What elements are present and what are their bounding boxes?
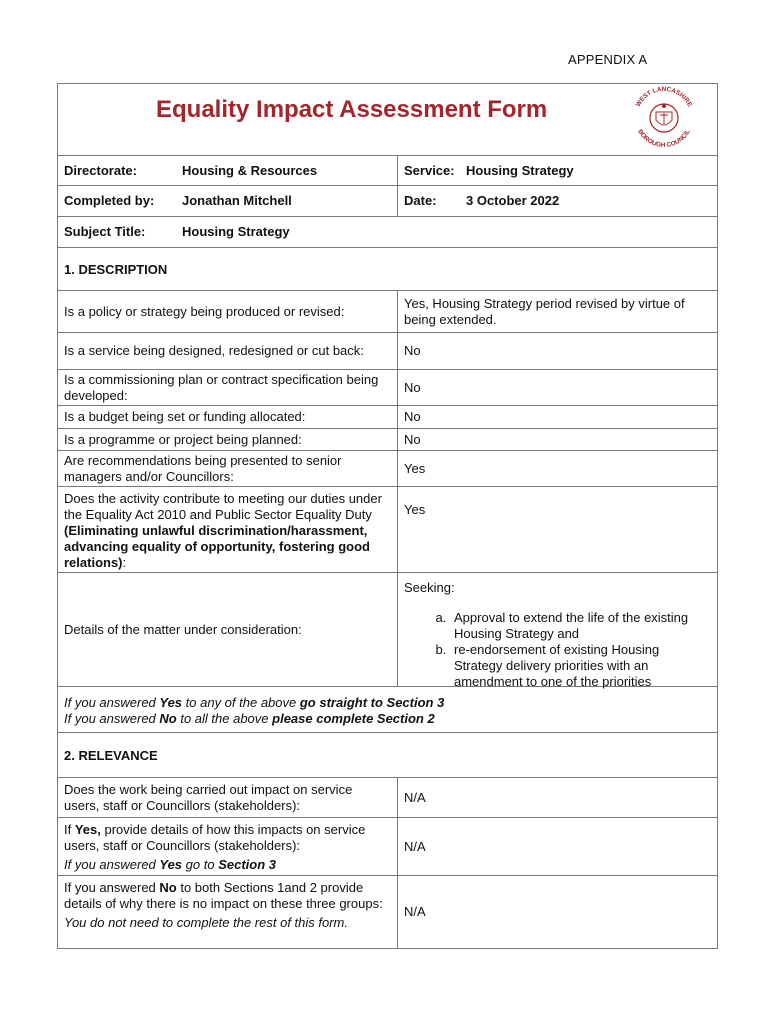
- subject-cell: [58, 217, 296, 247]
- question-cell: Is a service being designed, redesigned or cut back:: [58, 333, 398, 369]
- appendix-label: APPENDIX A: [568, 52, 648, 67]
- form-title-row: [58, 84, 717, 156]
- question-cell: Is a commissioning plan or contract specification being developed:: [58, 370, 398, 405]
- description-row: [58, 406, 717, 429]
- date-value: 3 October 2022: [466, 193, 560, 208]
- section-1-instructions: [58, 687, 717, 733]
- equality-duty-colon: :: [122, 555, 127, 570]
- completed-by-row: [58, 186, 717, 217]
- question-cell: Is a policy or strategy being produced or revised:: [58, 291, 398, 332]
- relevance-row: [58, 876, 717, 948]
- details-list: [404, 610, 711, 690]
- list-item: a. Approval to extend the life of the existing Housing Strategy and: [450, 610, 711, 642]
- form-title: Equality Impact Assessment Form: [156, 96, 548, 123]
- details-answer: [398, 573, 717, 689]
- equality-duty-bold-text: (Eliminating unlawful discrimination/harassment, advancing equality of opportunity, fostering good relations): [64, 523, 370, 570]
- date-cell: [398, 186, 717, 216]
- completed-by-label: Completed by:: [64, 193, 155, 208]
- question-cell: Does the work being carried out impact on service users, staff or Councillors (stakeholders):: [58, 778, 398, 817]
- logo-bottom-text: BOROUGH COUNCIL: [636, 128, 692, 150]
- service-value: Housing Strategy: [466, 162, 574, 178]
- question-cell: Is a programme or project being planned:: [58, 429, 398, 450]
- council-crest-icon: [627, 84, 701, 150]
- completed-by-cell: [58, 186, 398, 216]
- answer-cell: N/A: [404, 904, 426, 919]
- answer-cell: Yes, Housing Strategy period revised by virtue of being extended.: [404, 295, 685, 327]
- relevance-row: [58, 818, 717, 876]
- question-cell: If you answered No to both Sections 1and 2 provide details of why there is no impact on these three groups: You do not need to complete the rest of this form.: [58, 876, 398, 948]
- logo-top-text: WEST LANCASHIRE: [634, 85, 694, 109]
- subject-value: Housing Strategy: [182, 224, 290, 239]
- question-cell: Is a budget being set or funding allocated:: [58, 406, 398, 428]
- equality-duty-text: Does the activity contribute to meeting our duties under the Equality Act 2010 and Public Sector Equality Duty: [64, 491, 382, 522]
- answer-cell: No: [404, 379, 421, 395]
- date-label: Date:: [404, 193, 437, 208]
- question-note: If you answered Yes go to Section 3: [64, 857, 276, 872]
- instruction-line-1: If you answered Yes to any of the above go straight to Section 3: [64, 695, 445, 710]
- equality-duty-row: [58, 487, 717, 573]
- subject-label: Subject Title:: [64, 224, 146, 239]
- question-cell: If Yes, provide details of how this impacts on service users, staff or Councillors (stakeholders): If you answered Yes go to Section 3: [58, 818, 398, 875]
- equality-duty-question: [58, 487, 398, 572]
- description-row: [58, 291, 717, 333]
- question-cell: Are recommendations being presented to senior managers and/or Councillors:: [58, 451, 398, 486]
- description-row: [58, 333, 717, 370]
- eia-form: [57, 83, 718, 949]
- description-row: [58, 370, 717, 406]
- directorate-label: Directorate:: [64, 162, 137, 178]
- description-row: [58, 429, 717, 451]
- details-label: Details of the matter under consideration:: [58, 573, 398, 686]
- answer-cell: No: [404, 343, 421, 358]
- relevance-row: [58, 778, 717, 818]
- answer-cell: No: [404, 409, 421, 424]
- details-intro: Seeking:: [404, 580, 455, 595]
- description-row: [58, 451, 717, 487]
- list-item: b. re-endorsement of existing Housing Strategy delivery priorities with an amendment to one of the priorities: [450, 642, 711, 690]
- section-2-heading: 2. RELEVANCE: [58, 733, 717, 778]
- question-note: You do not need to complete the rest of this form.: [64, 915, 349, 930]
- completed-by-value: Jonathan Mitchell: [182, 193, 292, 208]
- details-row: [58, 573, 717, 687]
- service-label: Service:: [404, 162, 455, 178]
- answer-cell: No: [404, 431, 421, 447]
- directorate-value: Housing & Resources: [182, 162, 318, 178]
- instruction-line-2: If you answered No to all the above please complete Section 2: [64, 711, 435, 726]
- answer-cell: N/A: [404, 789, 426, 805]
- answer-cell: Yes: [404, 460, 426, 476]
- svg-text:BOROUGH COUNCIL: [636, 128, 692, 149]
- equality-duty-answer: Yes: [404, 502, 426, 517]
- section-1-heading: 1. DESCRIPTION: [58, 248, 717, 291]
- subject-row: [58, 217, 717, 248]
- directorate-row: [58, 156, 717, 186]
- answer-cell: N/A: [404, 838, 426, 854]
- service-cell: [398, 156, 717, 185]
- directorate-cell: [58, 156, 398, 185]
